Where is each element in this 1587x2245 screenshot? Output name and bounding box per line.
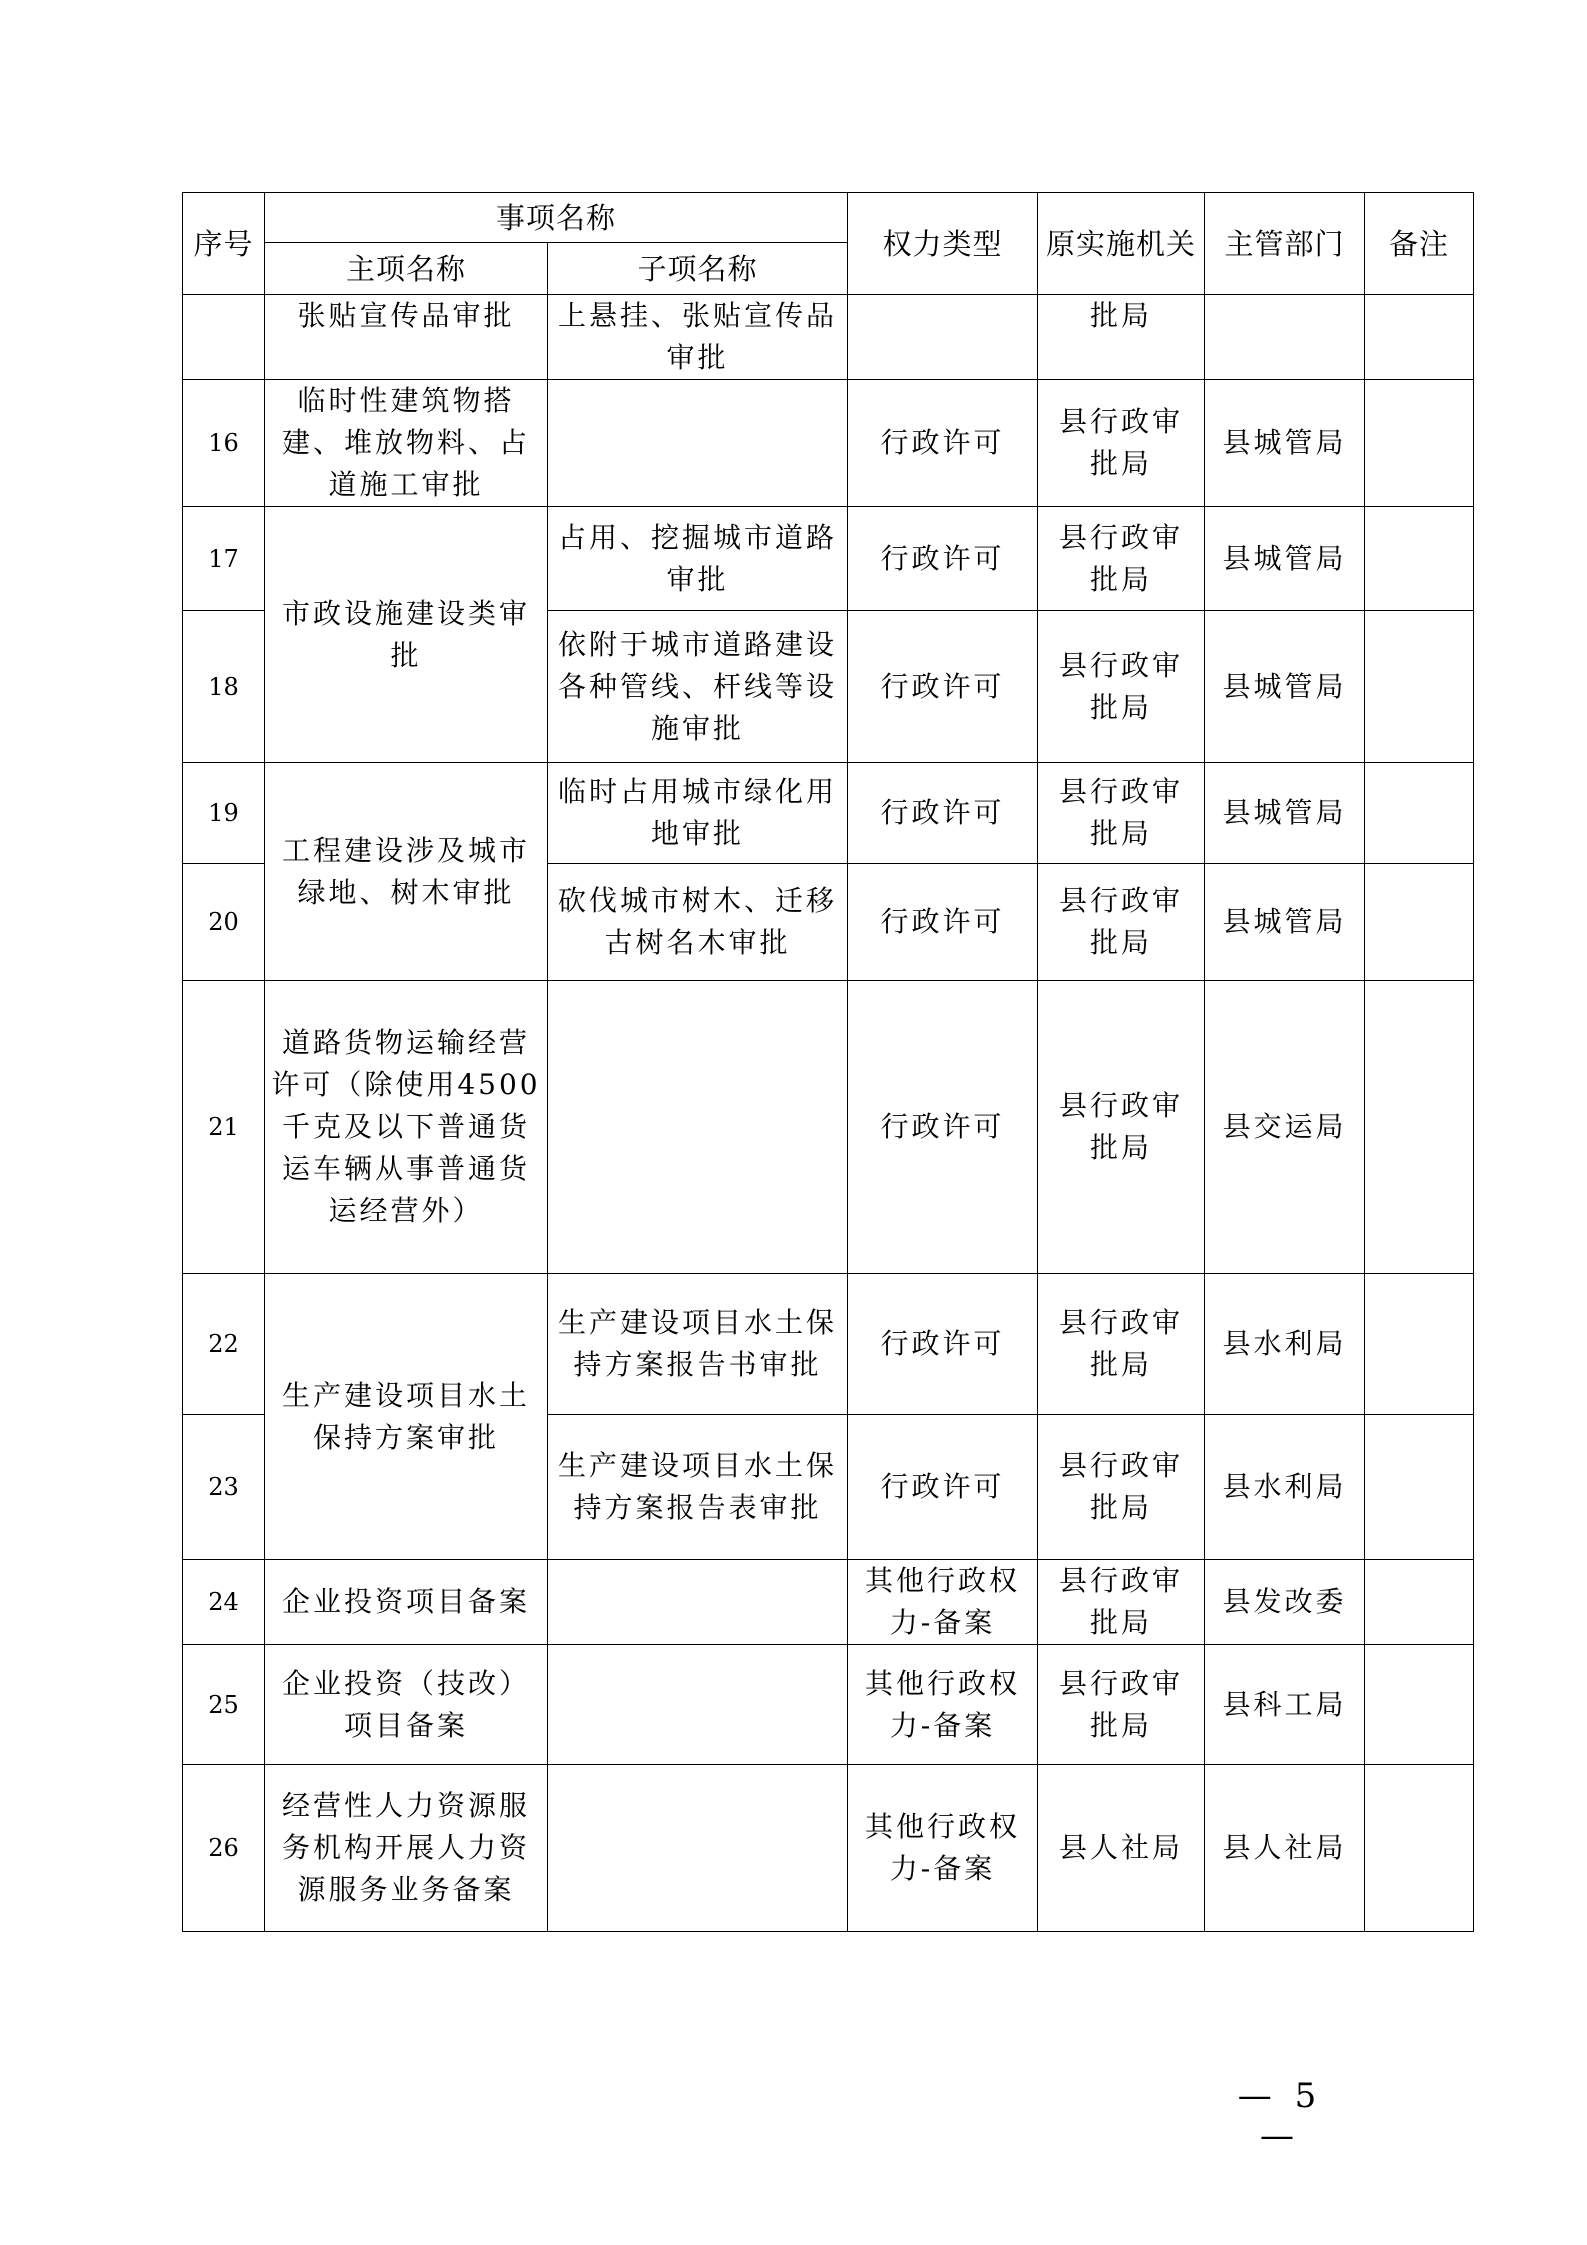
power-type-cell: 行政许可 xyxy=(848,611,1038,763)
seq-cell: 17 xyxy=(183,507,265,611)
remarks-cell xyxy=(1365,1274,1474,1415)
power-type-cell: 行政许可 xyxy=(848,763,1038,864)
seq-cell: 25 xyxy=(183,1645,265,1765)
dept-cell: 县水利局 xyxy=(1205,1274,1365,1415)
dept-cell: 县城管局 xyxy=(1205,864,1365,981)
header-orig-agency: 原实施机关 xyxy=(1038,193,1205,295)
power-type-cell xyxy=(848,295,1038,380)
power-type-cell: 行政许可 xyxy=(848,380,1038,507)
dept-cell: 县发改委 xyxy=(1205,1560,1365,1645)
sub-item-cell: 依附于城市道路建设各种管线、杆线等设施审批 xyxy=(548,611,848,763)
remarks-cell xyxy=(1365,1560,1474,1645)
orig-agency-cell: 批局 xyxy=(1038,295,1205,380)
power-type-cell: 其他行政权力-备案 xyxy=(848,1560,1038,1645)
dept-cell: 县水利局 xyxy=(1205,1415,1365,1560)
sub-item-cell: 生产建设项目水土保持方案报告书审批 xyxy=(548,1274,848,1415)
sub-item-cell xyxy=(548,1560,848,1645)
dept-cell: 县城管局 xyxy=(1205,380,1365,507)
page-number: — 5 — xyxy=(1237,2076,1323,2156)
remarks-cell xyxy=(1365,1765,1474,1932)
header-row xyxy=(183,193,1474,243)
header-dept: 主管部门 xyxy=(1205,193,1365,295)
orig-agency-cell: 县行政审批局 xyxy=(1038,864,1205,981)
seq-cell: 23 xyxy=(183,1415,265,1560)
table-row xyxy=(183,763,1474,864)
sub-item-cell xyxy=(548,1645,848,1765)
power-type-cell: 行政许可 xyxy=(848,507,1038,611)
power-type-cell: 行政许可 xyxy=(848,1274,1038,1415)
remarks-cell xyxy=(1365,295,1474,380)
remarks-cell xyxy=(1365,507,1474,611)
power-type-cell: 行政许可 xyxy=(848,864,1038,981)
dept-cell: 县城管局 xyxy=(1205,611,1365,763)
power-type-cell: 其他行政权力-备案 xyxy=(848,1645,1038,1765)
seq-cell: 21 xyxy=(183,981,265,1274)
orig-agency-cell: 县行政审批局 xyxy=(1038,1560,1205,1645)
remarks-cell xyxy=(1365,611,1474,763)
seq-cell: 19 xyxy=(183,763,265,864)
table-row xyxy=(183,295,1474,380)
table-row xyxy=(183,380,1474,507)
table-row xyxy=(183,507,1474,611)
power-type-cell: 其他行政权力-备案 xyxy=(848,1765,1038,1932)
items-table xyxy=(182,192,1474,1932)
table-row xyxy=(183,981,1474,1274)
main-item-cell: 企业投资（技改）项目备案 xyxy=(265,1645,548,1765)
power-type-cell: 行政许可 xyxy=(848,981,1038,1274)
dept-cell xyxy=(1205,295,1365,380)
orig-agency-cell: 县行政审批局 xyxy=(1038,507,1205,611)
table-row xyxy=(183,1560,1474,1645)
remarks-cell xyxy=(1365,763,1474,864)
dept-cell: 县交运局 xyxy=(1205,981,1365,1274)
sub-item-cell: 上悬挂、张贴宣传品审批 xyxy=(548,295,848,380)
sub-item-cell: 临时占用城市绿化用地审批 xyxy=(548,763,848,864)
power-type-cell: 行政许可 xyxy=(848,1415,1038,1560)
main-item-cell: 市政设施建设类审批 xyxy=(265,507,548,763)
remarks-cell xyxy=(1365,864,1474,981)
main-item-cell: 工程建设涉及城市绿地、树木审批 xyxy=(265,763,548,981)
main-item-cell: 临时性建筑物搭建、堆放物料、占道施工审批 xyxy=(265,380,548,507)
remarks-cell xyxy=(1365,981,1474,1274)
orig-agency-cell: 县行政审批局 xyxy=(1038,1274,1205,1415)
header-power-type: 权力类型 xyxy=(848,193,1038,295)
seq-cell: 18 xyxy=(183,611,265,763)
sub-item-cell xyxy=(548,981,848,1274)
seq-cell: 24 xyxy=(183,1560,265,1645)
remarks-cell xyxy=(1365,1645,1474,1765)
orig-agency-cell: 县行政审批局 xyxy=(1038,981,1205,1274)
dept-cell: 县科工局 xyxy=(1205,1645,1365,1765)
main-item-cell: 企业投资项目备案 xyxy=(265,1560,548,1645)
dept-cell: 县城管局 xyxy=(1205,507,1365,611)
dept-cell: 县城管局 xyxy=(1205,763,1365,864)
orig-agency-cell: 县行政审批局 xyxy=(1038,1415,1205,1560)
sub-item-cell: 占用、挖掘城市道路审批 xyxy=(548,507,848,611)
seq-cell: 16 xyxy=(183,380,265,507)
orig-agency-cell: 县行政审批局 xyxy=(1038,1645,1205,1765)
remarks-cell xyxy=(1365,1415,1474,1560)
main-item-cell: 生产建设项目水土保持方案审批 xyxy=(265,1274,548,1560)
table-row xyxy=(183,1645,1474,1765)
seq-cell: 26 xyxy=(183,1765,265,1932)
seq-cell: 20 xyxy=(183,864,265,981)
sub-item-cell: 生产建设项目水土保持方案报告表审批 xyxy=(548,1415,848,1560)
orig-agency-cell: 县人社局 xyxy=(1038,1765,1205,1932)
header-remarks: 备注 xyxy=(1365,193,1474,295)
seq-cell: 22 xyxy=(183,1274,265,1415)
main-item-cell: 经营性人力资源服务机构开展人力资源服务业务备案 xyxy=(265,1765,548,1932)
main-item-cell: 道路货物运输经营许可（除使用4500千克及以下普通货运车辆从事普通货运经营外） xyxy=(265,981,548,1274)
sub-item-cell xyxy=(548,1765,848,1932)
dept-cell: 县人社局 xyxy=(1205,1765,1365,1932)
main-item-cell: 张贴宣传品审批 xyxy=(265,295,548,380)
sub-item-cell: 砍伐城市树木、迁移古树名木审批 xyxy=(548,864,848,981)
table-row xyxy=(183,1274,1474,1415)
table-row xyxy=(183,1765,1474,1932)
sub-item-cell xyxy=(548,380,848,507)
seq-cell xyxy=(183,295,265,380)
header-item-name: 事项名称 xyxy=(265,193,848,243)
orig-agency-cell: 县行政审批局 xyxy=(1038,611,1205,763)
header-main-item: 主项名称 xyxy=(265,243,548,295)
orig-agency-cell: 县行政审批局 xyxy=(1038,763,1205,864)
header-seq: 序号 xyxy=(183,193,265,295)
orig-agency-cell: 县行政审批局 xyxy=(1038,380,1205,507)
remarks-cell xyxy=(1365,380,1474,507)
header-sub-item: 子项名称 xyxy=(548,243,848,295)
